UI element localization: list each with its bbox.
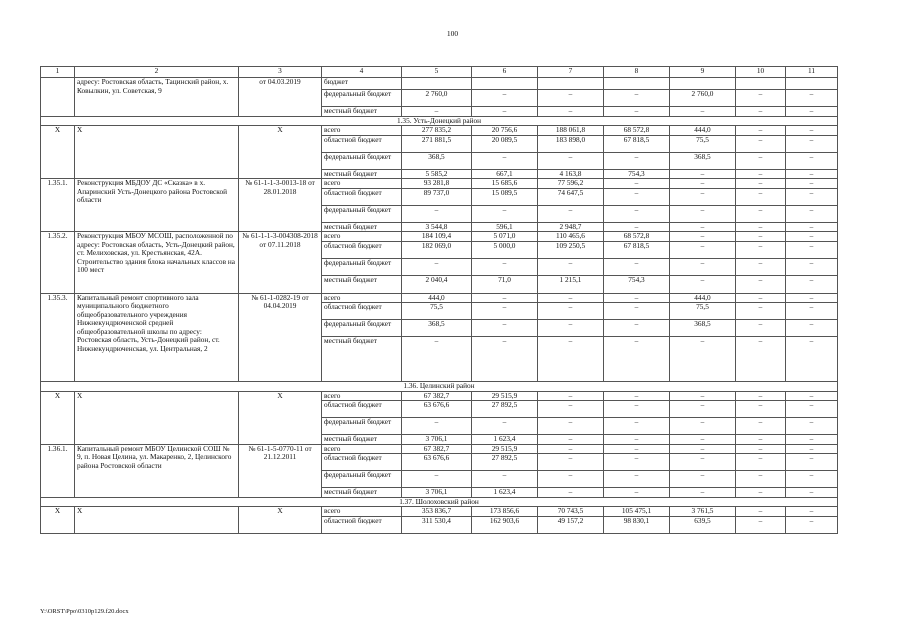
amount-cell: – bbox=[604, 303, 670, 320]
table-row bbox=[41, 232, 838, 242]
amount-cell: 27 892,5 bbox=[472, 454, 538, 471]
amount-cell: 183 898,0 bbox=[538, 135, 604, 152]
amount-cell: 70 743,5 bbox=[538, 507, 604, 517]
amount-cell: 444,0 bbox=[402, 293, 472, 303]
amount-cell: 71,0 bbox=[472, 275, 538, 293]
amount-cell: 596,1 bbox=[472, 222, 538, 232]
amount-cell: 3 544,8 bbox=[402, 222, 472, 232]
object-name: Капитальный ремонт спортивного зала муниципального бюджетного общеобразовательного учреждения Нижнекундрюченской средней общеобразовательной школы по адресу: Ростовская область, Усть-Донецкий район, ст. Нижнекундрюченская, ул. Центральная, 2 bbox=[75, 293, 239, 382]
amount-cell: – bbox=[670, 471, 736, 488]
amount-cell: – bbox=[604, 293, 670, 303]
amount-cell: – bbox=[786, 516, 838, 533]
amount-cell: – bbox=[604, 320, 670, 337]
amount-cell: 98 830,1 bbox=[604, 516, 670, 533]
expertise-conclusion: от 04.03.2019 bbox=[239, 78, 322, 117]
amount-cell: 15 685,6 bbox=[472, 179, 538, 189]
amount-cell: – bbox=[736, 293, 786, 303]
amount-cell: 271 881,5 bbox=[402, 135, 472, 152]
amount-cell: 184 109,4 bbox=[402, 232, 472, 242]
amount-cell: – bbox=[736, 488, 786, 498]
amount-cell: – bbox=[786, 454, 838, 471]
amount-cell: – bbox=[538, 320, 604, 337]
amount-cell: 754,3 bbox=[604, 169, 670, 179]
amount-cell: – bbox=[604, 205, 670, 222]
amount-cell: 667,1 bbox=[472, 169, 538, 179]
amount-cell: – bbox=[786, 293, 838, 303]
funding-source: местный бюджет bbox=[322, 169, 402, 179]
amount-cell: 63 676,6 bbox=[402, 401, 472, 418]
amount-cell: – bbox=[736, 222, 786, 232]
amount-cell: – bbox=[670, 275, 736, 293]
amount-cell: 75,5 bbox=[670, 135, 736, 152]
section-title: 1.35. Усть-Донецкий район bbox=[41, 116, 838, 126]
expertise-conclusion: № 61-1-1-3-0013-18 от 28.01.2018 bbox=[239, 179, 322, 232]
amount-cell: 368,5 bbox=[670, 320, 736, 337]
expertise-conclusion: № 61-1-5-0770-11 от 21.12.2011 bbox=[239, 444, 322, 497]
amount-cell: 93 281,8 bbox=[402, 179, 472, 189]
amount-cell: – bbox=[786, 471, 838, 488]
amount-cell: – bbox=[670, 454, 736, 471]
amount-cell: – bbox=[670, 169, 736, 179]
funding-source: местный бюджет bbox=[322, 222, 402, 232]
amount-cell: – bbox=[604, 188, 670, 205]
amount-cell: 5 000,0 bbox=[472, 241, 538, 258]
amount-cell: – bbox=[670, 435, 736, 445]
amount-cell: – bbox=[786, 169, 838, 179]
funding-source: всего bbox=[322, 232, 402, 242]
object-name: Реконструкция МБОУ МСОШ, расположенной по адресу: Ростовская область, Усть-Донецкий район, ст. Мелиховская, ул. Крестьянская, 42А. Строительство здания блока начальных классов на 100 мест bbox=[75, 232, 239, 294]
amount-cell: 182 069,0 bbox=[402, 241, 472, 258]
funding-source: всего bbox=[322, 507, 402, 517]
section-title: 1.36. Целинский район bbox=[41, 382, 838, 392]
amount-cell: – bbox=[472, 337, 538, 382]
funding-source: бюджет bbox=[322, 78, 402, 90]
amount-cell: 639,5 bbox=[670, 516, 736, 533]
amount-cell: – bbox=[604, 107, 670, 117]
row-number: 1.35.2. bbox=[41, 232, 75, 294]
amount-cell: – bbox=[736, 454, 786, 471]
amount-cell: 67 382,7 bbox=[402, 444, 472, 454]
amount-cell: 68 572,8 bbox=[604, 126, 670, 136]
amount-cell: – bbox=[736, 135, 786, 152]
amount-cell: 15 089,5 bbox=[472, 188, 538, 205]
amount-cell: 444,0 bbox=[670, 293, 736, 303]
amount-cell: 3 761,5 bbox=[670, 507, 736, 517]
amount-cell: – bbox=[604, 337, 670, 382]
amount-cell: – bbox=[472, 320, 538, 337]
funding-source: областной бюджет bbox=[322, 516, 402, 533]
amount-cell: – bbox=[670, 401, 736, 418]
amount-cell: – bbox=[538, 391, 604, 401]
amount-cell: 75,5 bbox=[670, 303, 736, 320]
amount-cell: 368,5 bbox=[670, 152, 736, 169]
amount-cell: – bbox=[538, 337, 604, 382]
funding-source: областной бюджет bbox=[322, 135, 402, 152]
amount-cell: – bbox=[786, 126, 838, 136]
amount-cell: 277 835,2 bbox=[402, 126, 472, 136]
amount-cell bbox=[786, 78, 838, 90]
amount-cell: – bbox=[538, 107, 604, 117]
funding-source: областной бюджет bbox=[322, 401, 402, 418]
amount-cell: – bbox=[604, 444, 670, 454]
table-row bbox=[41, 179, 838, 189]
column-header: 2 bbox=[75, 67, 239, 78]
amount-cell: – bbox=[786, 435, 838, 445]
amount-cell: – bbox=[604, 418, 670, 435]
amount-cell: – bbox=[604, 222, 670, 232]
amount-cell: – bbox=[604, 454, 670, 471]
amount-cell: – bbox=[472, 152, 538, 169]
funding-source: федеральный бюджет bbox=[322, 320, 402, 337]
amount-cell: 2 040,4 bbox=[402, 275, 472, 293]
section-title: 1.37. Шолоховский район bbox=[41, 497, 838, 507]
funding-source: местный бюджет bbox=[322, 107, 402, 117]
amount-cell: – bbox=[538, 258, 604, 275]
column-header: 8 bbox=[604, 67, 670, 78]
amount-cell: 105 475,1 bbox=[604, 507, 670, 517]
object-name: адресу: Ростовская область, Тацинский район, х. Ковылкин, ул. Советская, 9 bbox=[75, 78, 239, 117]
amount-cell: – bbox=[786, 90, 838, 107]
amount-cell: – bbox=[736, 320, 786, 337]
column-header: 11 bbox=[786, 67, 838, 78]
amount-cell: 75,5 bbox=[402, 303, 472, 320]
amount-cell: 67 818,5 bbox=[604, 135, 670, 152]
amount-cell: – bbox=[538, 303, 604, 320]
amount-cell: – bbox=[402, 205, 472, 222]
funding-source: областной бюджет bbox=[322, 303, 402, 320]
amount-cell: 1 623,4 bbox=[472, 435, 538, 445]
expertise-conclusion: Х bbox=[239, 507, 322, 534]
amount-cell: – bbox=[604, 391, 670, 401]
amount-cell: 89 737,0 bbox=[402, 188, 472, 205]
column-header: 9 bbox=[670, 67, 736, 78]
funding-source: местный бюджет bbox=[322, 488, 402, 498]
funding-source: федеральный бюджет bbox=[322, 205, 402, 222]
column-header: 6 bbox=[472, 67, 538, 78]
amount-cell: – bbox=[736, 90, 786, 107]
amount-cell: 311 530,4 bbox=[402, 516, 472, 533]
amount-cell: – bbox=[736, 444, 786, 454]
amount-cell: 27 892,5 bbox=[472, 401, 538, 418]
amount-cell: – bbox=[538, 444, 604, 454]
amount-cell: – bbox=[472, 258, 538, 275]
amount-cell: 29 515,9 bbox=[472, 444, 538, 454]
funding-source: всего bbox=[322, 391, 402, 401]
amount-cell: – bbox=[786, 401, 838, 418]
amount-cell: – bbox=[736, 471, 786, 488]
amount-cell: 368,5 bbox=[402, 320, 472, 337]
amount-cell: – bbox=[786, 275, 838, 293]
row-number: 1.35.3. bbox=[41, 293, 75, 382]
amount-cell: – bbox=[736, 275, 786, 293]
amount-cell: – bbox=[670, 205, 736, 222]
amount-cell: – bbox=[786, 258, 838, 275]
amount-cell: 444,0 bbox=[670, 126, 736, 136]
amount-cell: – bbox=[736, 435, 786, 445]
amount-cell: – bbox=[736, 516, 786, 533]
funding-source: местный бюджет bbox=[322, 275, 402, 293]
footer-path: Y:\ORST\Ppo\0310p129.f20.docx bbox=[40, 608, 129, 615]
amount-cell: – bbox=[538, 454, 604, 471]
amount-cell: – bbox=[786, 488, 838, 498]
amount-cell: – bbox=[786, 135, 838, 152]
amount-cell: – bbox=[538, 418, 604, 435]
amount-cell: 5 585,2 bbox=[402, 169, 472, 179]
amount-cell: – bbox=[670, 232, 736, 242]
amount-cell: – bbox=[736, 418, 786, 435]
amount-cell: – bbox=[786, 152, 838, 169]
amount-cell: 74 647,5 bbox=[538, 188, 604, 205]
amount-cell: – bbox=[472, 90, 538, 107]
amount-cell bbox=[402, 78, 472, 90]
amount-cell: – bbox=[670, 337, 736, 382]
amount-cell: – bbox=[786, 241, 838, 258]
amount-cell: – bbox=[736, 179, 786, 189]
amount-cell bbox=[472, 78, 538, 90]
amount-cell: – bbox=[786, 179, 838, 189]
amount-cell: – bbox=[786, 337, 838, 382]
funding-source: федеральный бюджет bbox=[322, 152, 402, 169]
amount-cell: – bbox=[786, 507, 838, 517]
amount-cell: – bbox=[472, 107, 538, 117]
amount-cell: 3 706,1 bbox=[402, 435, 472, 445]
funding-source: местный бюджет bbox=[322, 435, 402, 445]
amount-cell: – bbox=[786, 232, 838, 242]
amount-cell: 3 706,1 bbox=[402, 488, 472, 498]
amount-cell: 754,3 bbox=[604, 275, 670, 293]
amount-cell: – bbox=[604, 488, 670, 498]
row-number: Х bbox=[41, 126, 75, 179]
amount-cell: 162 903,6 bbox=[472, 516, 538, 533]
amount-cell: 110 465,6 bbox=[538, 232, 604, 242]
amount-cell: – bbox=[538, 435, 604, 445]
amount-cell: – bbox=[736, 152, 786, 169]
amount-cell: – bbox=[786, 205, 838, 222]
funding-source: федеральный бюджет bbox=[322, 418, 402, 435]
funding-source: федеральный бюджет bbox=[322, 258, 402, 275]
amount-cell: 29 515,9 bbox=[472, 391, 538, 401]
amount-cell: – bbox=[402, 258, 472, 275]
amount-cell: – bbox=[786, 222, 838, 232]
amount-cell: – bbox=[472, 293, 538, 303]
amount-cell bbox=[670, 78, 736, 90]
amount-cell: – bbox=[670, 391, 736, 401]
table-row bbox=[41, 507, 838, 517]
amount-cell: – bbox=[538, 488, 604, 498]
amount-cell: 68 572,8 bbox=[604, 232, 670, 242]
amount-cell: – bbox=[538, 152, 604, 169]
object-name: Х bbox=[75, 507, 239, 534]
amount-cell: – bbox=[472, 471, 538, 488]
amount-cell: – bbox=[736, 188, 786, 205]
amount-cell: – bbox=[736, 107, 786, 117]
column-header: 3 bbox=[239, 67, 322, 78]
amount-cell: – bbox=[538, 90, 604, 107]
amount-cell: – bbox=[786, 107, 838, 117]
amount-cell bbox=[538, 78, 604, 90]
amount-cell: – bbox=[786, 418, 838, 435]
amount-cell: – bbox=[472, 303, 538, 320]
amount-cell: 188 061,8 bbox=[538, 126, 604, 136]
amount-cell: 77 596,2 bbox=[538, 179, 604, 189]
expertise-conclusion: Х bbox=[239, 126, 322, 179]
expertise-conclusion: Х bbox=[239, 391, 322, 444]
object-name: Х bbox=[75, 126, 239, 179]
amount-cell: 49 157,2 bbox=[538, 516, 604, 533]
amount-cell: – bbox=[472, 418, 538, 435]
amount-cell: 20 089,5 bbox=[472, 135, 538, 152]
object-name: Капитальный ремонт МБОУ Целинской СОШ № 9, п. Новая Целина, ул. Макаренко, 2, Целинского района Ростовской области bbox=[75, 444, 239, 497]
column-header: 5 bbox=[402, 67, 472, 78]
amount-cell: – bbox=[786, 303, 838, 320]
amount-cell bbox=[604, 78, 670, 90]
amount-cell: – bbox=[604, 435, 670, 445]
amount-cell: – bbox=[736, 258, 786, 275]
table-row bbox=[41, 126, 838, 136]
amount-cell: – bbox=[402, 471, 472, 488]
amount-cell: – bbox=[670, 444, 736, 454]
amount-cell: – bbox=[402, 107, 472, 117]
amount-cell: – bbox=[736, 232, 786, 242]
funding-source: всего bbox=[322, 293, 402, 303]
row-number: Х bbox=[41, 391, 75, 444]
funding-source: федеральный бюджет bbox=[322, 90, 402, 107]
amount-cell: 109 250,5 bbox=[538, 241, 604, 258]
object-name: Реконструкция МБДОУ ДС «Сказка» в х. Апаринский Усть-Донецкого района Ростовской области bbox=[75, 179, 239, 232]
budget-table bbox=[40, 66, 838, 534]
funding-source: всего bbox=[322, 444, 402, 454]
amount-cell: 20 756,6 bbox=[472, 126, 538, 136]
table-row bbox=[41, 78, 838, 90]
amount-cell: – bbox=[736, 303, 786, 320]
amount-cell: – bbox=[786, 320, 838, 337]
amount-cell: 63 676,6 bbox=[402, 454, 472, 471]
amount-cell: – bbox=[402, 418, 472, 435]
amount-cell: – bbox=[670, 418, 736, 435]
funding-source: областной бюджет bbox=[322, 454, 402, 471]
column-header: 4 bbox=[322, 67, 402, 78]
amount-cell: 2 760,0 bbox=[402, 90, 472, 107]
amount-cell: – bbox=[786, 188, 838, 205]
amount-cell: 67 818,5 bbox=[604, 241, 670, 258]
amount-cell: – bbox=[736, 169, 786, 179]
amount-cell: – bbox=[736, 391, 786, 401]
amount-cell: – bbox=[472, 205, 538, 222]
amount-cell: – bbox=[538, 293, 604, 303]
amount-cell: 353 836,7 bbox=[402, 507, 472, 517]
amount-cell: – bbox=[736, 337, 786, 382]
amount-cell: – bbox=[736, 241, 786, 258]
amount-cell: – bbox=[538, 401, 604, 418]
amount-cell: – bbox=[670, 107, 736, 117]
amount-cell: 4 163,8 bbox=[538, 169, 604, 179]
funding-source: областной бюджет bbox=[322, 188, 402, 205]
section-row bbox=[41, 382, 838, 392]
amount-cell: 368,5 bbox=[402, 152, 472, 169]
row-number: Х bbox=[41, 507, 75, 534]
amount-cell: – bbox=[604, 90, 670, 107]
amount-cell: – bbox=[604, 471, 670, 488]
amount-cell: 2 760,0 bbox=[670, 90, 736, 107]
column-header: 10 bbox=[736, 67, 786, 78]
funding-source: всего bbox=[322, 179, 402, 189]
amount-cell: 67 382,7 bbox=[402, 391, 472, 401]
amount-cell: – bbox=[604, 258, 670, 275]
amount-cell: – bbox=[786, 444, 838, 454]
amount-cell: – bbox=[670, 241, 736, 258]
amount-cell: – bbox=[604, 401, 670, 418]
page-number: 100 bbox=[446, 29, 459, 38]
table-header-row bbox=[41, 67, 838, 78]
amount-cell: – bbox=[604, 152, 670, 169]
amount-cell: 173 856,6 bbox=[472, 507, 538, 517]
expertise-conclusion: № 61-1-0282-19 от 04.04.2019 bbox=[239, 293, 322, 382]
amount-cell: 1 215,1 bbox=[538, 275, 604, 293]
column-header: 1 bbox=[41, 67, 75, 78]
amount-cell: – bbox=[402, 337, 472, 382]
amount-cell: 5 071,0 bbox=[472, 232, 538, 242]
amount-cell: – bbox=[786, 391, 838, 401]
row-number: 1.36.1. bbox=[41, 444, 75, 497]
object-name: Х bbox=[75, 391, 239, 444]
amount-cell: – bbox=[736, 126, 786, 136]
amount-cell: – bbox=[736, 507, 786, 517]
amount-cell: – bbox=[670, 258, 736, 275]
amount-cell: – bbox=[538, 471, 604, 488]
funding-source: всего bbox=[322, 126, 402, 136]
column-header: 7 bbox=[538, 67, 604, 78]
funding-source: федеральный бюджет bbox=[322, 471, 402, 488]
amount-cell: – bbox=[538, 205, 604, 222]
amount-cell: 1 623,4 bbox=[472, 488, 538, 498]
funding-source: областной бюджет bbox=[322, 241, 402, 258]
amount-cell bbox=[736, 78, 786, 90]
amount-cell: – bbox=[736, 205, 786, 222]
amount-cell: – bbox=[670, 179, 736, 189]
amount-cell: – bbox=[670, 488, 736, 498]
funding-source: местный бюджет bbox=[322, 337, 402, 382]
amount-cell: – bbox=[670, 222, 736, 232]
amount-cell: 2 948,7 bbox=[538, 222, 604, 232]
amount-cell: – bbox=[670, 188, 736, 205]
row-number: 1.35.1. bbox=[41, 179, 75, 232]
row-number bbox=[41, 78, 75, 117]
amount-cell: – bbox=[604, 179, 670, 189]
expertise-conclusion: № 61-1-1-3-004308-2018 от 07.11.2018 bbox=[239, 232, 322, 294]
amount-cell: – bbox=[736, 401, 786, 418]
